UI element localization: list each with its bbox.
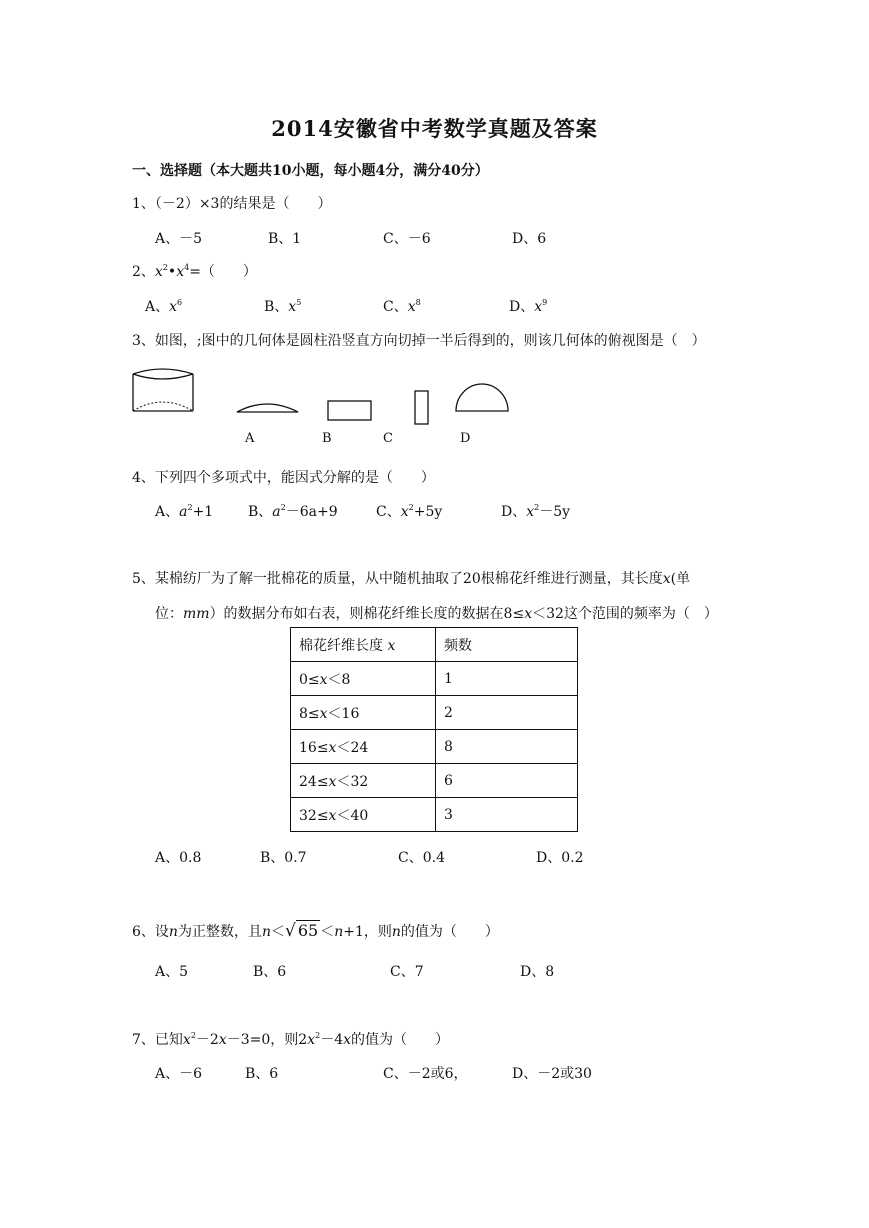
q4-option-c: C、$x^2+5y$ [376,503,443,520]
table-cell-count: 2 [436,696,578,730]
figure-label-c: C [383,431,393,446]
table-cell-range: 16≤x＜24 [291,730,436,764]
q6-option-d: D、8 [520,964,555,980]
half-cylinder-figure [128,362,202,416]
figure-label-a: A [245,431,255,446]
table-header-row [291,628,578,662]
q2-option-b: B、$x^5$ [264,298,302,315]
table-row [291,764,578,798]
q4-option-d: D、$x^2-5y$ [501,503,571,520]
page-title: 2014安徽省中考数学真题及答案 [271,116,598,141]
table-header-length: 棉花纤维长度 x [291,628,436,662]
option-c-narrow-rectangle [412,388,432,428]
question-1-stem: 1、（－2）×3的结果是（ ） [132,196,332,212]
q5-option-a: A、0.8 [155,850,202,866]
q7-option-d: D、－2或30 [512,1066,592,1082]
table-cell-count: 1 [436,662,578,696]
q6-option-a: A、5 [155,964,189,980]
q5-option-b: B、0.7 [260,850,307,866]
q7-option-c: C、－2或6， [383,1066,468,1082]
q1-option-a: A、－5 [155,231,203,247]
option-a-flat-segment [234,396,302,416]
question-3-stem: 3、如图，;图中的几何体是圆柱沿竖直方向切掉一半后得到的，则该几何体的俯视图是（ ） [132,333,706,349]
question-4-stem: 4、下列四个多项式中，能因式分解的是（ ） [132,470,435,486]
square-root-expression: √ 65 [284,921,319,941]
table-cell-count: 6 [436,764,578,798]
table-cell-range: 32≤x＜40 [291,798,436,832]
option-b-rectangle [326,398,374,424]
table-header-frequency: 频数 [436,628,578,662]
table-cell-count: 8 [436,730,578,764]
table-row [291,798,578,832]
q6-option-b: B、6 [253,964,287,980]
table-cell-count: 3 [436,798,578,832]
frequency-table [290,627,578,832]
q5-option-c: C、0.4 [398,850,445,866]
q2-option-a: A、$x^6$ [145,298,183,315]
table-row [291,730,578,764]
table-row [291,696,578,730]
question-5-stem-line1: 5、某棉纺厂为了解一批棉花的质量，从中随机抽取了20根棉花纤维进行测量，其长度x(单 [132,571,691,587]
q7-option-a: A、－6 [155,1066,203,1082]
figure-label-b: B [322,431,332,446]
question-6-stem: 6、设n为正整数，且n＜√ 65 ＜n+1，则n的值为（ ） [132,921,499,941]
table-cell-range: 24≤x＜32 [291,764,436,798]
q1-option-d: D、6 [512,231,547,247]
figure-label-d: D [460,431,471,446]
option-d-semicircle [452,381,512,415]
question-2-stem: 2、$x^2•x^4=$（ ） [132,263,257,280]
q6-option-c: C、7 [390,964,424,980]
q4-option-a: A、$a^2+1$ [155,503,214,520]
question-7-stem: 7、已知$x^2-2x-3=0$，则$2x^2-4x$的值为（ ） [132,1031,450,1048]
section-heading: 一、选择题（本大题共10小题，每小题4分，满分40分） [132,163,489,179]
table-cell-range: 0≤x＜8 [291,662,436,696]
q7-option-b: B、6 [245,1066,279,1082]
q4-option-b: B、$a^2-6a+9$ [248,503,338,520]
table-cell-range: 8≤x＜16 [291,696,436,730]
q1-option-c: C、－6 [383,231,431,247]
q1-option-b: B、1 [268,231,302,247]
q2-option-d: D、$x^9$ [509,298,548,315]
question-5-stem-line2: 位：mm）的数据分布如右表，则棉花纤维长度的数据在8≤x＜32这个范围的频率为（ ） [155,606,718,622]
table-row [291,662,578,696]
q5-option-d: D、0.2 [536,850,584,866]
q2-option-c: C、$x^8$ [383,298,421,315]
